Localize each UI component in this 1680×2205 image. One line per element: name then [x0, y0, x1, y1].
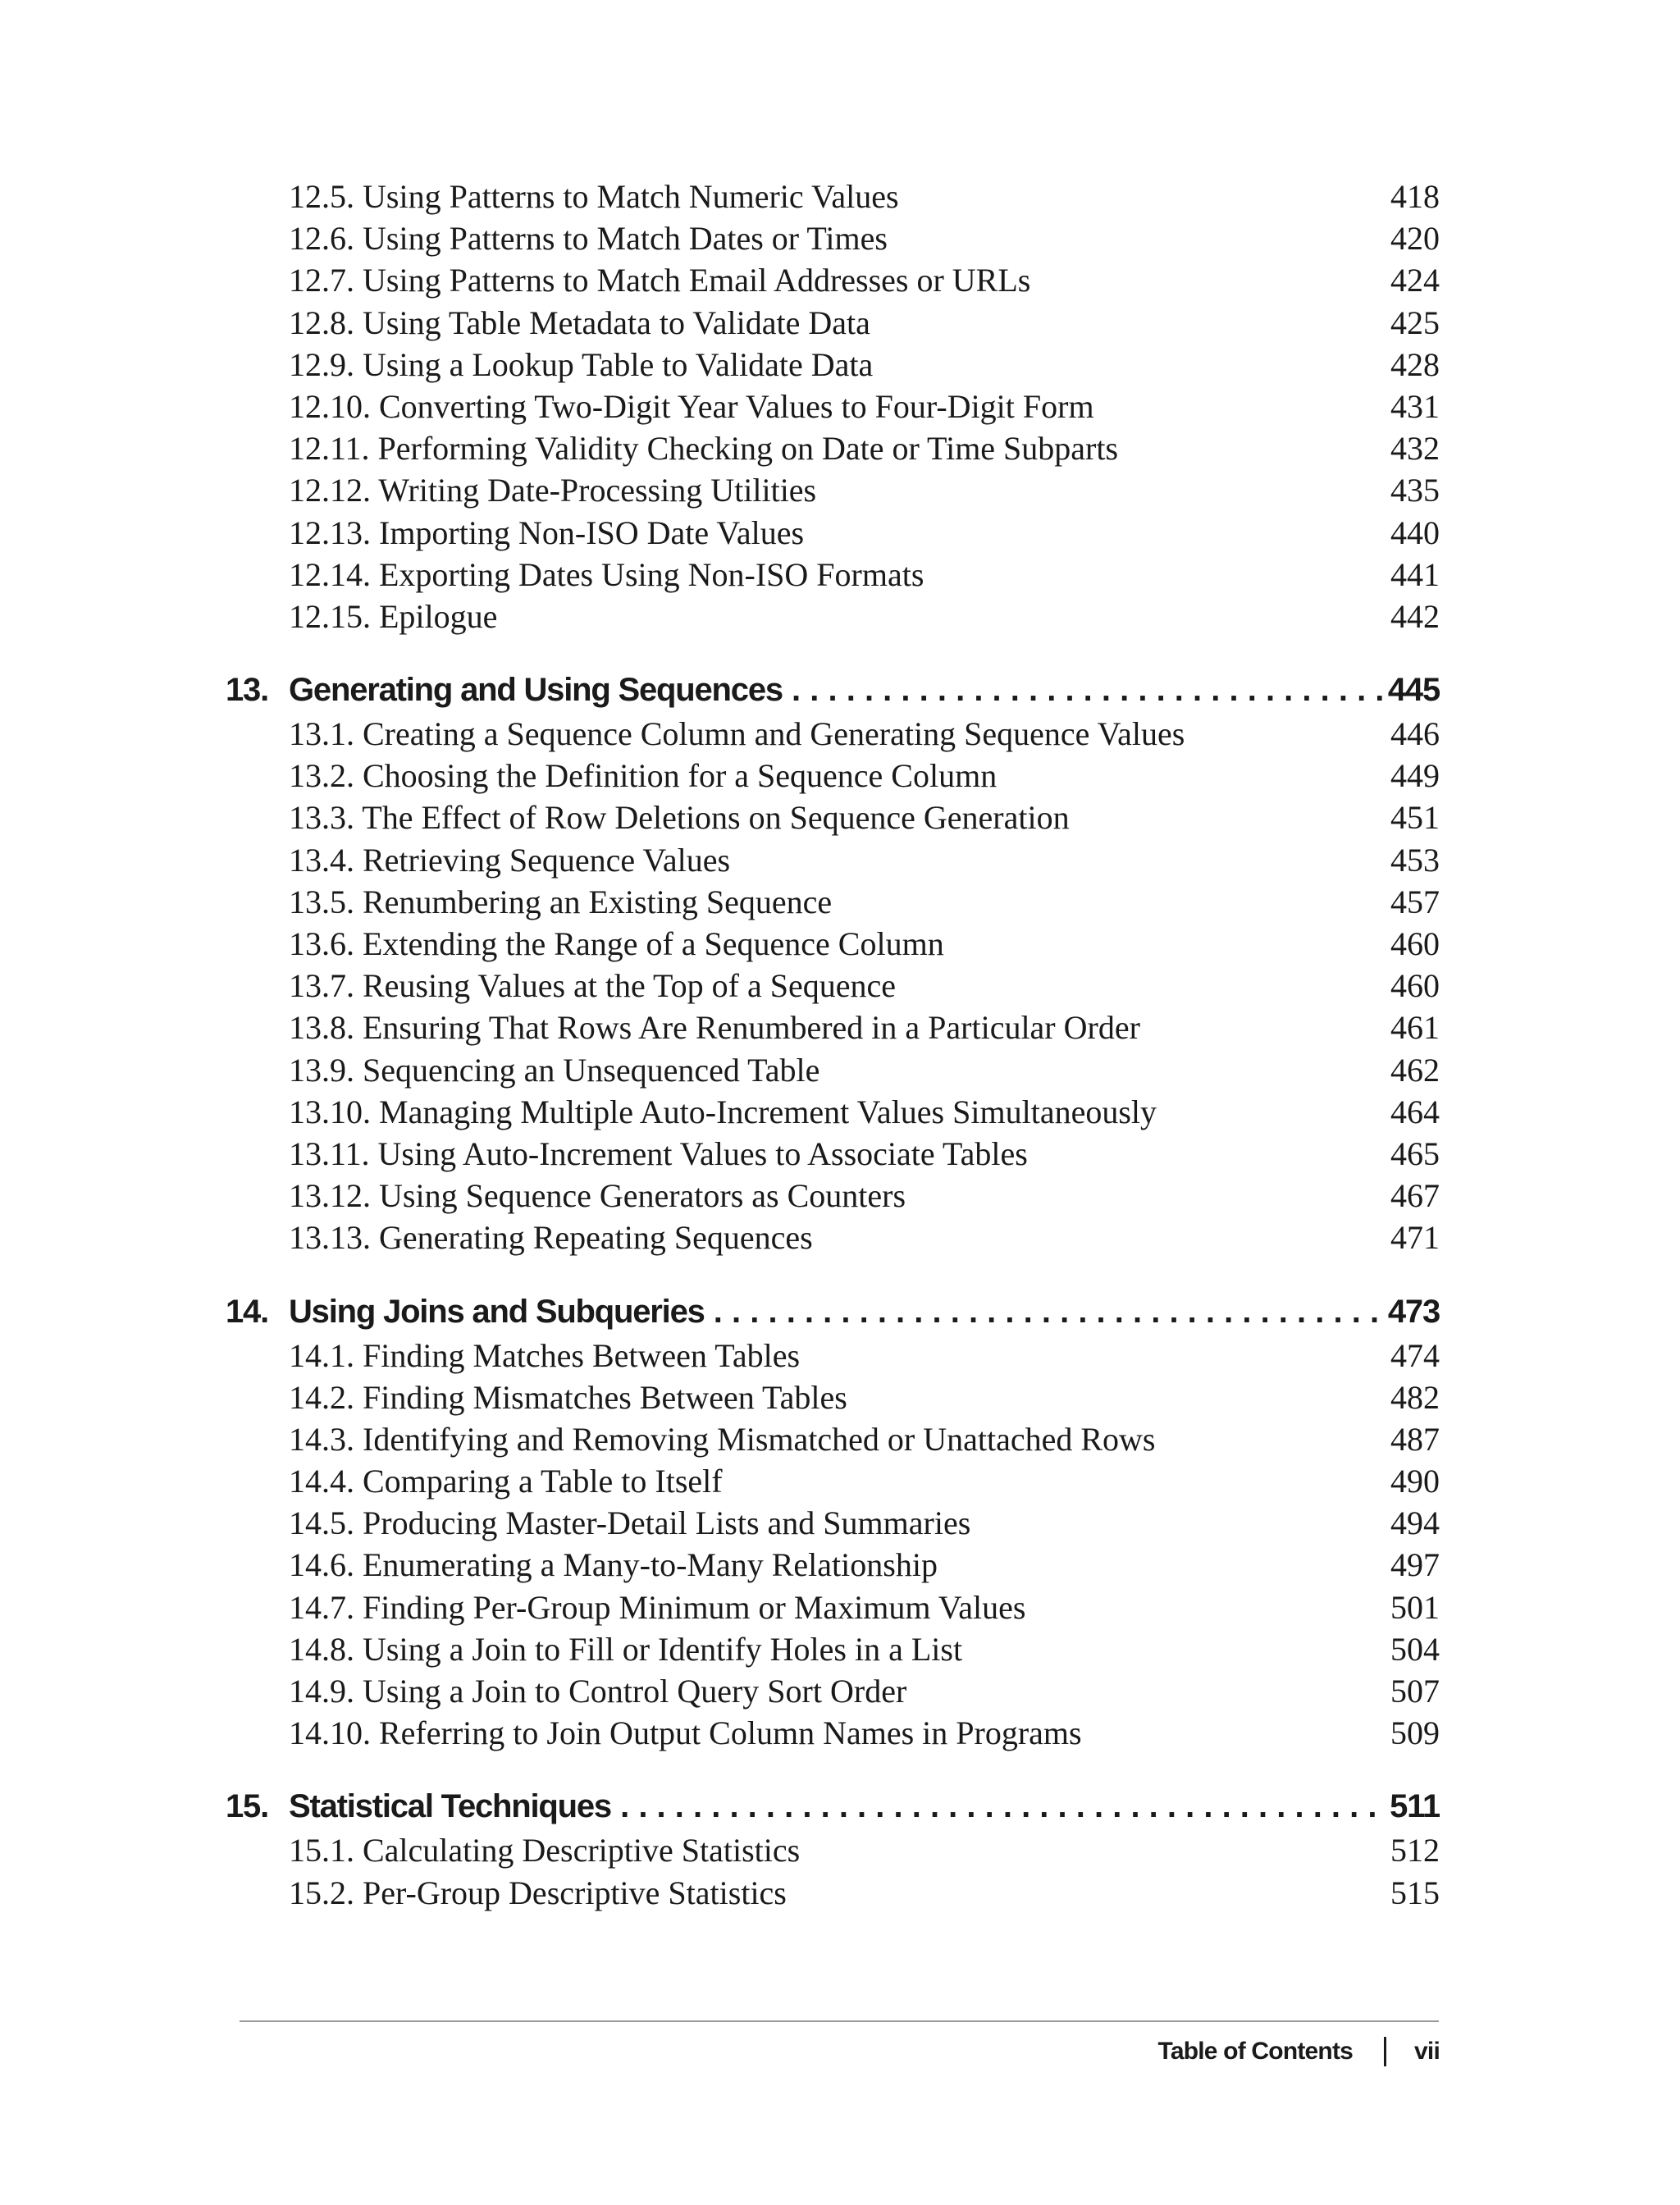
- toc-entry-page: 425: [1390, 304, 1440, 341]
- footer-divider: [240, 2020, 1439, 2022]
- toc-entry-page: 487: [1390, 1420, 1440, 1458]
- toc-entry[interactable]: [226, 923, 1440, 965]
- toc-entry[interactable]: [226, 259, 1440, 301]
- chapter-page: 445: [1387, 672, 1440, 709]
- toc-entry-title: 14.1. Finding Matches Between Tables: [289, 1336, 801, 1374]
- toc-entry-page: 512: [1390, 1832, 1440, 1869]
- toc-entry-title: 13.6. Extending the Range of a Sequence Column: [289, 925, 944, 962]
- toc-entry-title: 15.2. Per-Group Descriptive Statistics: [289, 1874, 787, 1911]
- toc-entry-title: 14.10. Referring to Join Output Column Names in Programs: [289, 1714, 1082, 1752]
- toc-entry-page: 432: [1390, 430, 1440, 468]
- toc-entry-page: 418: [1390, 178, 1440, 215]
- toc-entry-page: 482: [1390, 1378, 1440, 1416]
- footer-page-numeral: vii: [1414, 2038, 1440, 2065]
- toc-entry-page: 435: [1390, 472, 1440, 509]
- toc-entry-title: 12.9. Using a Lookup Table to Validate Data: [289, 345, 874, 383]
- toc-entry-title: 14.5. Producing Master-Detail Lists and Summaries: [289, 1504, 971, 1542]
- toc-entry[interactable]: [226, 1670, 1440, 1712]
- toc-entry-page: 431: [1390, 387, 1440, 425]
- toc-entry-page: 446: [1390, 715, 1440, 753]
- toc-entry-title: 12.8. Using Table Metadata to Validate Data: [289, 304, 870, 341]
- toc-entry-title: 12.6. Using Patterns to Match Dates or Times: [289, 220, 888, 258]
- toc-entry-title: 13.7. Reusing Values at the Top of a Sequence: [289, 967, 897, 1005]
- toc-entry[interactable]: [226, 386, 1440, 427]
- toc-entry[interactable]: [226, 1586, 1440, 1628]
- toc-entry[interactable]: [226, 469, 1440, 511]
- toc-entry[interactable]: [226, 965, 1440, 1007]
- toc-entry[interactable]: [226, 1175, 1440, 1217]
- toc-entry[interactable]: [226, 512, 1440, 554]
- toc-entry-title: 13.3. The Effect of Row Deletions on Sequence Generation: [289, 799, 1070, 837]
- chapter-number: 13.: [226, 672, 269, 709]
- toc-entry[interactable]: [226, 1872, 1440, 1914]
- toc-entry[interactable]: [226, 755, 1440, 797]
- toc-entry-page: 497: [1390, 1546, 1440, 1584]
- chapter-title: Statistical Techniques . . .: [289, 1788, 1384, 1824]
- toc-entry-page: 504: [1390, 1630, 1440, 1668]
- toc-entry[interactable]: [226, 302, 1440, 344]
- toc-entry-title: 13.12. Using Sequence Generators as Counters: [289, 1177, 906, 1215]
- chapter-page: 511: [1390, 1788, 1440, 1825]
- toc-entry[interactable]: [226, 1460, 1440, 1502]
- toc-entry-page: 509: [1390, 1714, 1440, 1752]
- toc-entry-title: 13.11. Using Auto-Increment Values to Associate Tables: [289, 1134, 1028, 1172]
- toc-entry-title: 14.9. Using a Join to Control Query Sort Order: [289, 1673, 907, 1710]
- toc-entry-title: 14.7. Finding Per-Group Minimum or Maximum Values: [289, 1588, 1026, 1626]
- toc-entry-page: 474: [1390, 1336, 1440, 1374]
- toc-entry[interactable]: [226, 1712, 1440, 1754]
- toc-entry-page: 490: [1390, 1463, 1440, 1500]
- toc-entry-title: 13.9. Sequencing an Unsequenced Table: [289, 1051, 820, 1089]
- toc-entry-title: 12.15. Epilogue: [289, 597, 498, 635]
- toc-entry-page: 467: [1390, 1177, 1440, 1215]
- toc-entry-page: 494: [1390, 1504, 1440, 1542]
- chapter-title-leader: [289, 1783, 1384, 1829]
- chapter-heading[interactable]: [226, 667, 1440, 713]
- toc-entry[interactable]: [226, 1376, 1440, 1418]
- toc-entry[interactable]: [226, 713, 1440, 755]
- toc-entry-page: 428: [1390, 345, 1440, 383]
- toc-entry-title: 12.5. Using Patterns to Match Numeric Values: [289, 178, 899, 215]
- toc-entry-title: 13.13. Generating Repeating Sequences: [289, 1219, 813, 1257]
- toc-entry[interactable]: [226, 1829, 1440, 1871]
- toc-entry-title: 13.2. Choosing the Definition for a Sequence Column: [289, 757, 998, 795]
- toc-entry[interactable]: [226, 1049, 1440, 1091]
- chapter-title: Generating and Using Sequences . . .: [289, 672, 1384, 708]
- toc-entry-page: 451: [1390, 799, 1440, 837]
- toc-entry-title: 12.11. Performing Validity Checking on Date or Time Subparts: [289, 430, 1119, 468]
- toc-entry[interactable]: [226, 1418, 1440, 1460]
- toc-entry-title: 14.2. Finding Mismatches Between Tables: [289, 1378, 847, 1416]
- chapter-title: Using Joins and Subqueries . . .: [289, 1294, 1384, 1330]
- toc-entry-page: 441: [1390, 555, 1440, 593]
- toc-entry-page: 420: [1390, 220, 1440, 258]
- table-of-contents: [226, 176, 1440, 1914]
- toc-entry[interactable]: [226, 1217, 1440, 1258]
- chapter-heading[interactable]: [226, 1289, 1440, 1335]
- toc-entry-title: 14.4. Comparing a Table to Itself: [289, 1463, 723, 1500]
- chapter-title-leader: [289, 1289, 1384, 1335]
- toc-entry[interactable]: [226, 1007, 1440, 1048]
- toc-entry-title: 13.4. Retrieving Sequence Values: [289, 841, 731, 879]
- toc-entry-title: 14.8. Using a Join to Fill or Identify Holes in a List: [289, 1630, 963, 1668]
- toc-entry-page: 462: [1390, 1051, 1440, 1089]
- toc-entry-page: 465: [1390, 1134, 1440, 1172]
- toc-entry-page: 515: [1390, 1874, 1440, 1911]
- chapter-page: 473: [1387, 1293, 1440, 1330]
- toc-entry-page: 424: [1390, 262, 1440, 299]
- toc-entry-page: 461: [1390, 1009, 1440, 1047]
- toc-entry[interactable]: [226, 1502, 1440, 1544]
- toc-entry[interactable]: [226, 1133, 1440, 1175]
- toc-entry-title: 12.7. Using Patterns to Match Email Addresses or URLs: [289, 262, 1031, 299]
- chapter-number: 14.: [226, 1293, 269, 1330]
- toc-entry[interactable]: [226, 881, 1440, 923]
- toc-entry[interactable]: [226, 1335, 1440, 1376]
- toc-entry-page: 460: [1390, 925, 1440, 962]
- toc-entry-title: 13.1. Creating a Sequence Column and Generating Sequence Values: [289, 715, 1185, 753]
- toc-entry-page: 453: [1390, 841, 1440, 879]
- toc-entry-title: 12.13. Importing Non-ISO Date Values: [289, 514, 805, 551]
- toc-entry[interactable]: [226, 554, 1440, 596]
- toc-entry-page: 449: [1390, 757, 1440, 795]
- toc-entry[interactable]: [226, 1544, 1440, 1586]
- toc-entry[interactable]: [226, 427, 1440, 469]
- toc-entry-title: 13.8. Ensuring That Rows Are Renumbered in a Particular Order: [289, 1009, 1140, 1047]
- toc-entry[interactable]: [226, 596, 1440, 637]
- toc-entry[interactable]: [226, 344, 1440, 386]
- toc-entry-page: 457: [1390, 883, 1440, 920]
- chapter-heading[interactable]: [226, 1783, 1440, 1829]
- page-footer: [1158, 2031, 1440, 2072]
- toc-entry-page: 464: [1390, 1093, 1440, 1130]
- toc-entry-title: 14.6. Enumerating a Many-to-Many Relationship: [289, 1546, 938, 1584]
- footer-separator: [1384, 2037, 1386, 2066]
- toc-entry-title: 15.1. Calculating Descriptive Statistics: [289, 1832, 801, 1869]
- footer-label: Table of Contents: [1157, 2038, 1354, 2065]
- toc-entry-title: 12.10. Converting Two-Digit Year Values to Four-Digit Form: [289, 387, 1094, 425]
- toc-entry-title: 13.5. Renumbering an Existing Sequence: [289, 883, 833, 920]
- toc-entry-page: 471: [1390, 1219, 1440, 1257]
- toc-entry[interactable]: [226, 1628, 1440, 1670]
- toc-entry[interactable]: [226, 839, 1440, 881]
- toc-entry-title: 12.14. Exporting Dates Using Non-ISO Formats: [289, 555, 924, 593]
- toc-entry[interactable]: [226, 176, 1440, 217]
- toc-entry-page: 501: [1390, 1588, 1440, 1626]
- toc-entry[interactable]: [226, 1091, 1440, 1133]
- toc-entry-title: 13.10. Managing Multiple Auto-Increment Values Simultaneously: [289, 1093, 1157, 1130]
- chapter-number: 15.: [226, 1788, 269, 1825]
- toc-entry-page: 507: [1390, 1673, 1440, 1710]
- toc-entry-page: 442: [1390, 597, 1440, 635]
- toc-entry[interactable]: [226, 797, 1440, 838]
- toc-entry-title: 14.3. Identifying and Removing Mismatched or Unattached Rows: [289, 1420, 1156, 1458]
- toc-entry[interactable]: [226, 217, 1440, 259]
- toc-entry-page: 440: [1390, 514, 1440, 551]
- chapter-title-leader: [289, 667, 1384, 713]
- toc-entry-page: 460: [1390, 967, 1440, 1005]
- toc-entry-title: 12.12. Writing Date-Processing Utilities: [289, 472, 817, 509]
